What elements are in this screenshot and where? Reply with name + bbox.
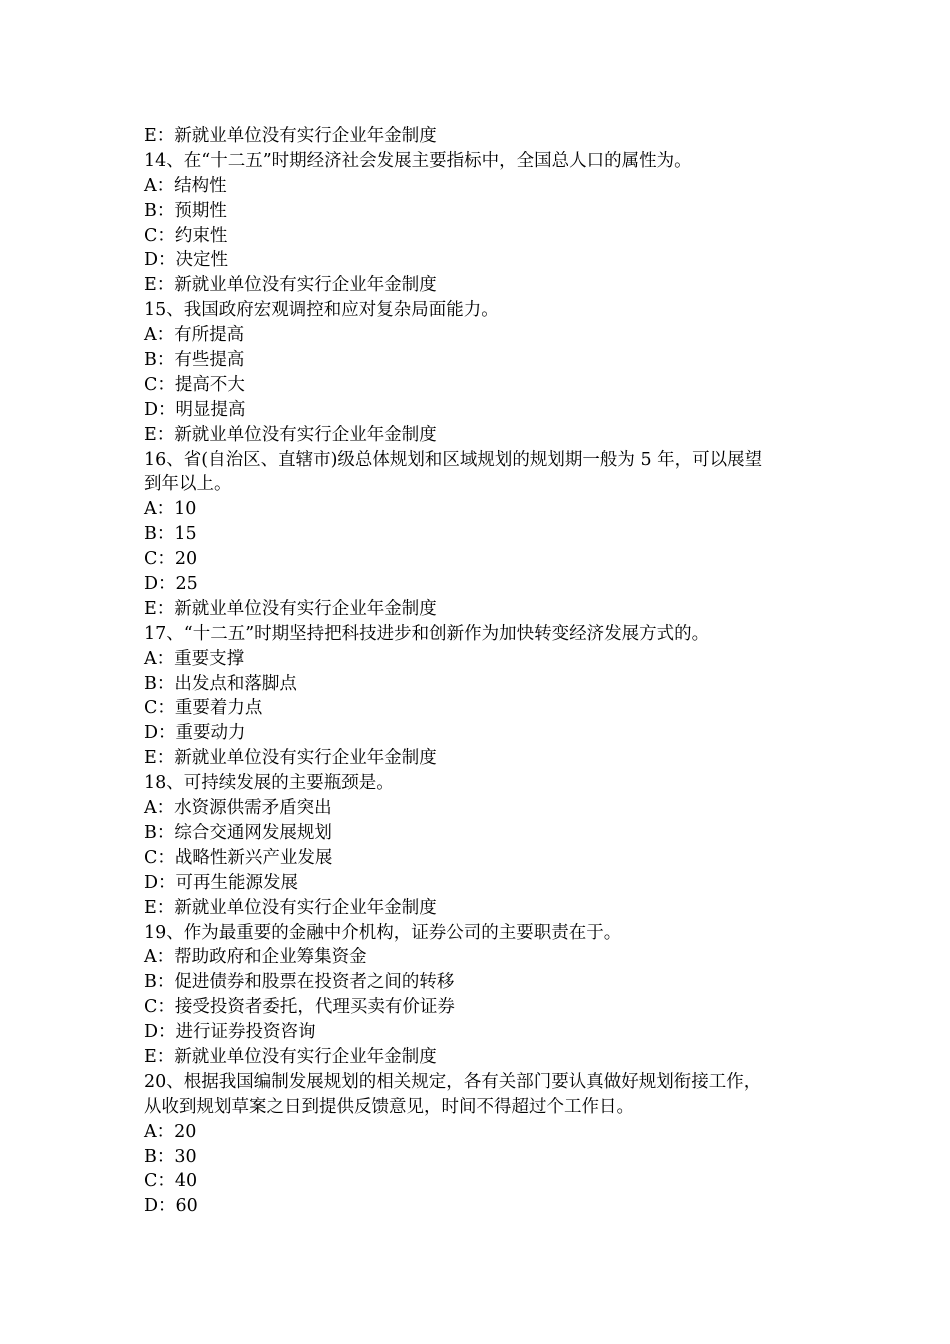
text-line: E：新就业单位没有实行企业年金制度 bbox=[144, 126, 437, 146]
text-line: A：水资源供需矛盾突出 bbox=[144, 798, 332, 819]
text-line: E：新就业单位没有实行企业年金制度 bbox=[144, 598, 437, 619]
text-line: A：结构性 bbox=[144, 175, 227, 196]
text-line: 19、作为最重要的金融中介机构，证券公司的主要职责在于。 bbox=[144, 922, 622, 943]
text-line: D：决定性 bbox=[144, 250, 229, 271]
text-line: 17、“十二五”时期坚持把科技进步和创新作为加快转变经济发展方式的。 bbox=[144, 623, 710, 644]
text-line: E：新就业单位没有实行企业年金制度 bbox=[144, 748, 437, 769]
text-line: B：出发点和落脚点 bbox=[144, 673, 297, 694]
text-line: 到年以上。 bbox=[144, 474, 232, 495]
text-line: 20、根据我国编制发展规划的相关规定，各有关部门要认真做好规划衔接工作， bbox=[144, 1071, 762, 1092]
text-line: A：帮助政府和企业筹集资金 bbox=[144, 947, 367, 968]
text-line: D：进行证券投资咨询 bbox=[144, 1022, 316, 1043]
text-line: E：新就业单位没有实行企业年金制度 bbox=[144, 275, 437, 296]
text-line: D：重要动力 bbox=[144, 723, 246, 744]
text-line: A：重要支撑 bbox=[144, 648, 245, 669]
text-line: D：25 bbox=[144, 574, 198, 595]
text-line: B：综合交通网发展规划 bbox=[144, 822, 332, 843]
text-line: C：40 bbox=[144, 1171, 198, 1192]
text-line: D：可再生能源发展 bbox=[144, 872, 299, 893]
text-line: C：重要着力点 bbox=[144, 698, 263, 719]
text-line: C：约束性 bbox=[144, 225, 228, 246]
text-line: C：战略性新兴产业发展 bbox=[144, 847, 333, 868]
text-line: C：20 bbox=[144, 549, 198, 570]
text-line: B：促进债券和股票在投资者之间的转移 bbox=[144, 972, 455, 993]
text-line: D：60 bbox=[144, 1196, 198, 1217]
text-line: E：新就业单位没有实行企业年金制度 bbox=[144, 1046, 437, 1067]
text-line: B：有些提高 bbox=[144, 350, 245, 371]
text-line: E：新就业单位没有实行企业年金制度 bbox=[144, 897, 437, 918]
text-line: 15、我国政府宏观调控和应对复杂局面能力。 bbox=[144, 300, 499, 321]
document-body bbox=[144, 124, 820, 1219]
text-line: C：提高不大 bbox=[144, 374, 245, 395]
text-line: A：10 bbox=[144, 499, 197, 520]
text-line: 从收到规划草案之日到提供反馈意见，时间不得超过个工作日。 bbox=[144, 1096, 634, 1117]
text-line: 14、在“十二五”时期经济社会发展主要指标中，全国总人口的属性为。 bbox=[144, 150, 692, 171]
text-line: A：有所提高 bbox=[144, 325, 245, 346]
text-line: 16、省(自治区、直辖市)级总体规划和区域规划的规划期一般为 5 年，可以展望 bbox=[144, 449, 763, 470]
text-line: D：明显提高 bbox=[144, 399, 246, 420]
text-line: B：预期性 bbox=[144, 200, 227, 221]
text-line: 18、可持续发展的主要瓶颈是。 bbox=[144, 773, 394, 794]
text-line: B：15 bbox=[144, 524, 197, 545]
text-line: A：20 bbox=[144, 1121, 197, 1142]
text-line: E：新就业单位没有实行企业年金制度 bbox=[144, 424, 437, 445]
text-line: C：接受投资者委托，代理买卖有价证券 bbox=[144, 997, 455, 1018]
text-line: B：30 bbox=[144, 1146, 197, 1167]
